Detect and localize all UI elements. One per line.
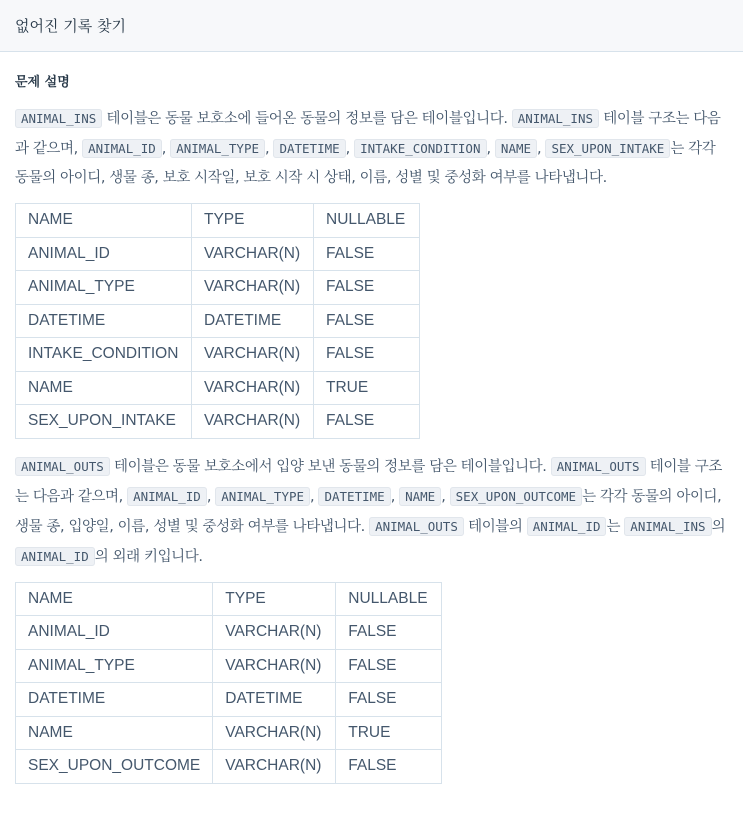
code-animal-id: ANIMAL_ID xyxy=(527,517,607,536)
animal-ins-schema-table xyxy=(15,203,420,439)
text: 는 각각 동물의 아이디, 생물 종, 보호 시작일, 보호 시작 시 상태, 이름, 성별 및 중성화 여부를 나타냅니다. xyxy=(15,141,716,186)
text: , xyxy=(537,141,546,157)
table-cell: VARCHAR(N) xyxy=(213,716,336,750)
text: 는 각각 동물의 아이디, 생물 종, 입양일, 이름, 성별 및 중성화 여부를 나타냅니다. xyxy=(15,488,722,535)
table-row xyxy=(16,271,420,305)
text: 테이블의 xyxy=(463,518,527,535)
table-row xyxy=(16,649,442,683)
code-animal-id: ANIMAL_ID xyxy=(15,547,95,566)
table-cell: ANIMAL_TYPE xyxy=(16,649,213,683)
table-cell: SEX_UPON_OUTCOME xyxy=(16,750,213,784)
table-row xyxy=(16,616,442,650)
table-cell: DATETIME xyxy=(192,304,314,338)
table-cell: NAME xyxy=(16,716,213,750)
table-cell: VARCHAR(N) xyxy=(192,271,314,305)
table-cell: VARCHAR(N) xyxy=(192,237,314,271)
problem-header xyxy=(0,0,743,52)
table-cell: ANIMAL_TYPE xyxy=(16,271,192,305)
table-cell: ANIMAL_ID xyxy=(16,237,192,271)
table-cell: DATETIME xyxy=(213,683,336,717)
text: , xyxy=(265,141,274,157)
code-intake-condition: INTAKE_CONDITION xyxy=(354,139,486,158)
description-paragraph-2 xyxy=(15,452,728,572)
code-animal-ins: ANIMAL_INS xyxy=(512,109,599,128)
code-datetime: DATETIME xyxy=(273,139,345,158)
table-cell: FALSE xyxy=(336,750,442,784)
code-animal-ins: ANIMAL_INS xyxy=(624,517,711,536)
table-header-row xyxy=(16,582,442,616)
table-cell: VARCHAR(N) xyxy=(213,649,336,683)
table-row xyxy=(16,237,420,271)
text: , xyxy=(390,488,400,505)
table-row xyxy=(16,371,420,405)
table-header-cell: TYPE xyxy=(192,204,314,238)
code-name: NAME xyxy=(495,139,537,158)
table-row xyxy=(16,405,420,439)
code-animal-id: ANIMAL_ID xyxy=(82,139,162,158)
table-cell: FALSE xyxy=(314,405,420,439)
table-cell: VARCHAR(N) xyxy=(213,750,336,784)
problem-description xyxy=(0,71,743,784)
text: 의 xyxy=(711,518,726,535)
table-cell: DATETIME xyxy=(16,683,213,717)
code-animal-outs: ANIMAL_OUTS xyxy=(15,457,110,476)
code-animal-type: ANIMAL_TYPE xyxy=(170,139,265,158)
table-cell: NAME xyxy=(16,371,192,405)
text: , xyxy=(486,141,495,157)
table-header-row xyxy=(16,204,420,238)
table-header-cell: NAME xyxy=(16,204,192,238)
table-header-cell: NAME xyxy=(16,582,213,616)
code-name: NAME xyxy=(399,487,441,506)
code-datetime: DATETIME xyxy=(318,487,390,506)
animal-outs-schema-table xyxy=(15,582,442,784)
text: 테이블 구조는 다음과 같으며, xyxy=(15,111,721,157)
code-sex-upon-outcome: SEX_UPON_OUTCOME xyxy=(450,487,582,506)
table-row xyxy=(16,338,420,372)
table-cell: FALSE xyxy=(336,616,442,650)
table-cell: FALSE xyxy=(314,271,420,305)
table-cell: FALSE xyxy=(314,338,420,372)
table-cell: FALSE xyxy=(336,683,442,717)
table-cell: VARCHAR(N) xyxy=(192,338,314,372)
code-animal-outs: ANIMAL_OUTS xyxy=(551,457,646,476)
text: 테이블은 동물 보호소에 들어온 동물의 정보를 담은 테이블입니다. xyxy=(102,111,512,127)
code-animal-id: ANIMAL_ID xyxy=(127,487,207,506)
code-animal-outs: ANIMAL_OUTS xyxy=(369,517,464,536)
table-cell: FALSE xyxy=(336,649,442,683)
table-cell: TRUE xyxy=(314,371,420,405)
table-cell: FALSE xyxy=(314,304,420,338)
table-header-cell: TYPE xyxy=(213,582,336,616)
table-cell: DATETIME xyxy=(16,304,192,338)
description-paragraph-1 xyxy=(15,104,728,193)
table-row xyxy=(16,683,442,717)
text: 는 xyxy=(606,518,625,535)
table-cell: VARCHAR(N) xyxy=(192,405,314,439)
table-cell: VARCHAR(N) xyxy=(213,616,336,650)
table-cell: INTAKE_CONDITION xyxy=(16,338,192,372)
table-cell: VARCHAR(N) xyxy=(192,371,314,405)
code-animal-ins: ANIMAL_INS xyxy=(15,109,102,128)
text: 의 외래 키입니다. xyxy=(94,548,203,565)
table-row xyxy=(16,716,442,750)
text: 테이블 구조는 다음과 같으며, xyxy=(15,458,722,505)
problem-title: 없어진 기록 찾기 xyxy=(15,17,126,35)
text: , xyxy=(310,488,319,505)
section-title: 문제 설명 xyxy=(15,75,70,90)
text: 테이블은 동물 보호소에서 입양 보낸 동물의 정보를 담은 테이블입니다. xyxy=(109,458,551,475)
code-sex-upon-intake: SEX_UPON_INTAKE xyxy=(545,139,670,158)
text: , xyxy=(206,488,216,505)
table-header-cell: NULLABLE xyxy=(336,582,442,616)
table-cell: TRUE xyxy=(336,716,442,750)
code-animal-type: ANIMAL_TYPE xyxy=(215,487,310,506)
table-row xyxy=(16,750,442,784)
text: , xyxy=(161,141,171,157)
table-header-cell: NULLABLE xyxy=(314,204,420,238)
text: , xyxy=(441,488,450,505)
table-row xyxy=(16,304,420,338)
table-cell: FALSE xyxy=(314,237,420,271)
table-cell: ANIMAL_ID xyxy=(16,616,213,650)
table-cell: SEX_UPON_INTAKE xyxy=(16,405,192,439)
text: , xyxy=(345,141,355,157)
